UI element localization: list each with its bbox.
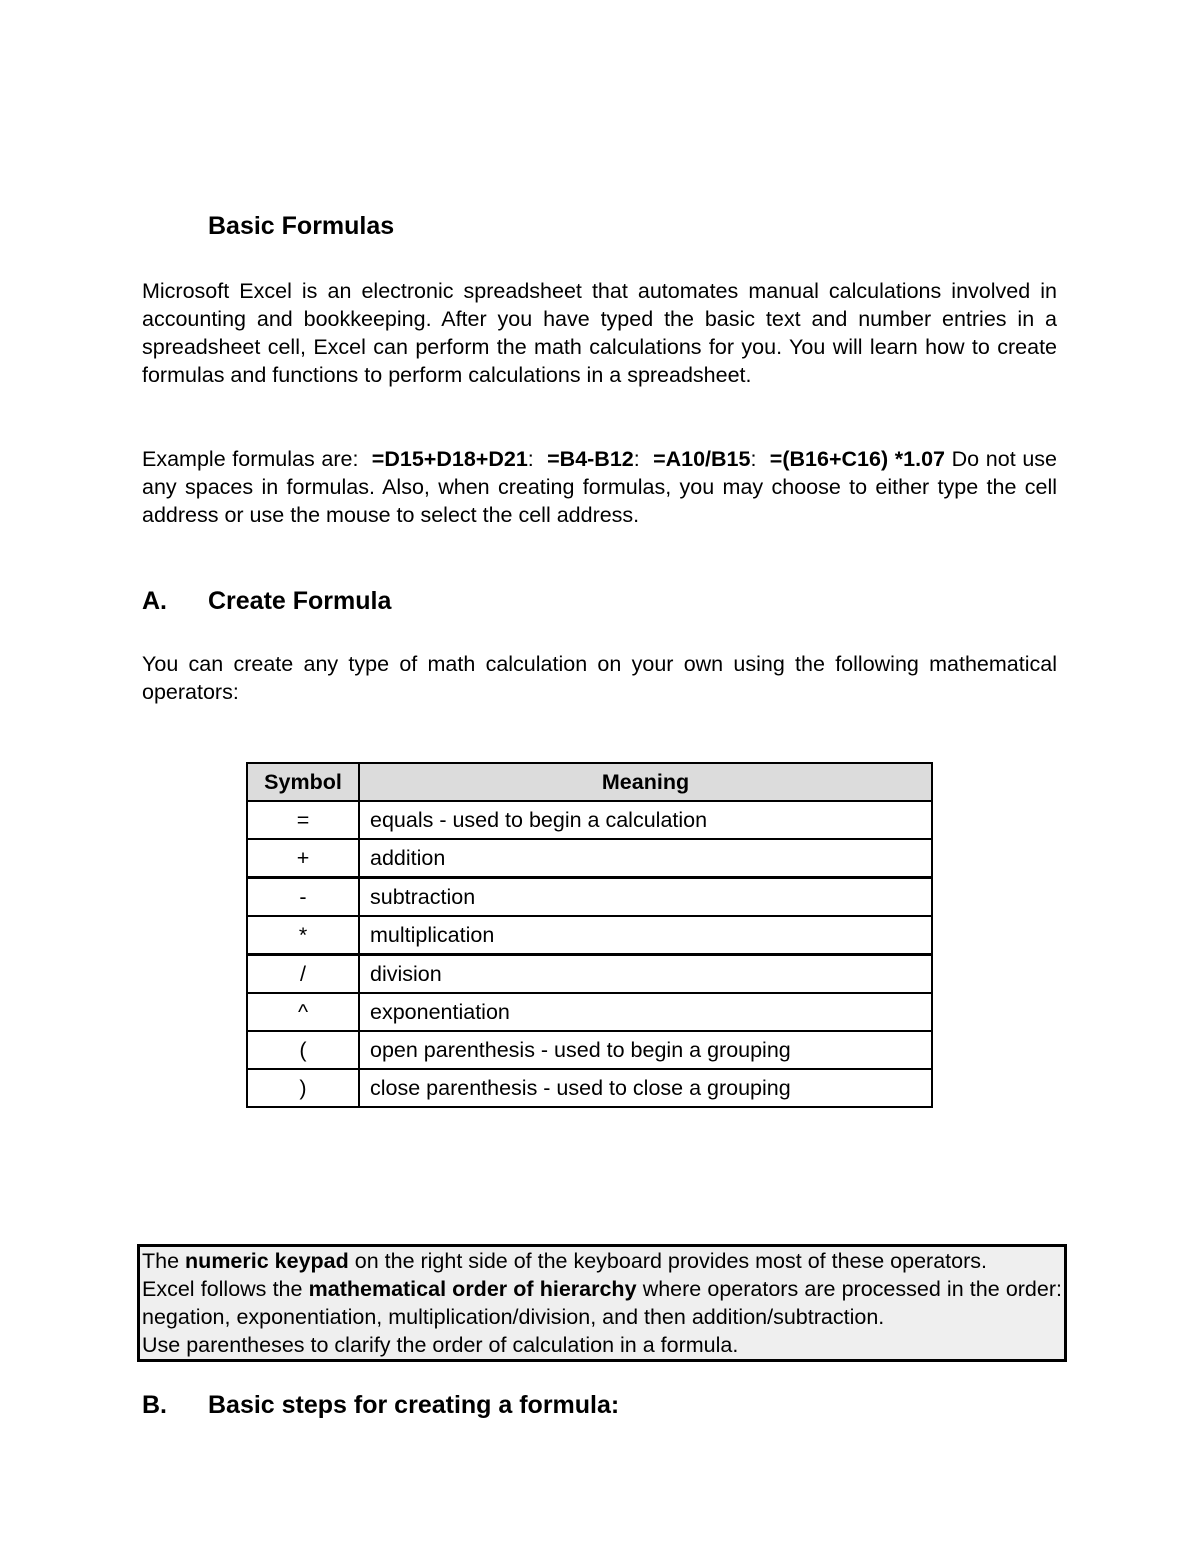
table-row: [247, 801, 932, 839]
table-row: [247, 1069, 932, 1107]
meaning-cell: division: [359, 955, 932, 994]
formula-separator: :: [527, 447, 534, 471]
table-row: [247, 955, 932, 994]
formula-example-1: =D15+D18+D21: [371, 447, 528, 471]
header-meaning: Meaning: [359, 763, 932, 801]
symbol-cell: -: [247, 878, 359, 917]
meaning-cell: addition: [359, 839, 932, 878]
table-row: [247, 839, 932, 878]
symbol-cell: +: [247, 839, 359, 878]
note-text: Excel follows the: [142, 1277, 303, 1301]
note-paragraph-parentheses: Use parentheses to clarify the order of calculation in a formula.: [142, 1333, 739, 1357]
note-text: The: [142, 1249, 180, 1273]
meaning-cell: multiplication: [359, 916, 932, 955]
header-symbol: Symbol: [247, 763, 359, 801]
section-b-title: Basic steps for creating a formula:: [208, 1391, 620, 1419]
section-a-heading: [142, 587, 391, 616]
symbol-cell: =: [247, 801, 359, 839]
formula-example-4: =(B16+C16) *1.07: [769, 447, 945, 471]
meaning-cell: exponentiation: [359, 993, 932, 1031]
examples-paragraph: [142, 445, 1057, 529]
note-paragraph-hierarchy: [142, 1275, 1062, 1331]
table-row: [247, 1031, 932, 1069]
symbol-cell: /: [247, 955, 359, 994]
section-a-text: You can create any type of math calculation on your own using the following mathematical operators:: [142, 652, 1057, 704]
section-b-heading: [142, 1391, 619, 1420]
meaning-cell: equals - used to begin a calculation: [359, 801, 932, 839]
note-paragraph-keypad: [142, 1247, 1062, 1275]
formula-separator: :: [633, 447, 640, 471]
symbol-cell: *: [247, 916, 359, 955]
table-header-row: [247, 763, 932, 801]
formula-example-2: =B4-B12: [547, 447, 634, 471]
symbol-cell: (: [247, 1031, 359, 1069]
section-b-letter: B.: [142, 1391, 167, 1419]
table-row: [247, 916, 932, 955]
section-a-letter: A.: [142, 587, 167, 615]
examples-lead: Example formulas are:: [142, 447, 359, 471]
section-a-title: Create Formula: [208, 587, 392, 615]
page-title: Basic Formulas: [208, 212, 395, 240]
info-note-box: [137, 1244, 1067, 1362]
symbol-cell: ): [247, 1069, 359, 1107]
note-emphasis: mathematical order of hierarchy: [308, 1277, 637, 1301]
formula-separator: :: [750, 447, 757, 471]
operators-table: [246, 762, 933, 1108]
table-row: [247, 993, 932, 1031]
note-text: on the right side of the keyboard provides most of these operators.: [354, 1249, 987, 1273]
meaning-cell: subtraction: [359, 878, 932, 917]
intro-paragraph: Microsoft Excel is an electronic spreadsheet that automates manual calculations involved in accounting and bookkeeping. After you have typed the basic text and number entries in a spreadsheet cell, Excel can perform the math calculations for you. You will learn how to create formulas and functions to perform calculations in a spreadsheet.: [142, 279, 1057, 387]
symbol-cell: ^: [247, 993, 359, 1031]
formula-example-3: =A10/B15: [653, 447, 751, 471]
meaning-cell: open parenthesis - used to begin a grouping: [359, 1031, 932, 1069]
note-emphasis: numeric keypad: [185, 1249, 349, 1273]
table-row: [247, 878, 932, 917]
meaning-cell: close parenthesis - used to close a grouping: [359, 1069, 932, 1107]
note-text: where operators are processed in the order: negation, exponentiation, multiplication/division, and then addition/subtraction.: [142, 1277, 1062, 1329]
examples-tail: Do not use any spaces in formulas. Also, when creating formulas, you may choose to either type the cell address or use the mouse to select the cell address.: [142, 447, 1058, 527]
